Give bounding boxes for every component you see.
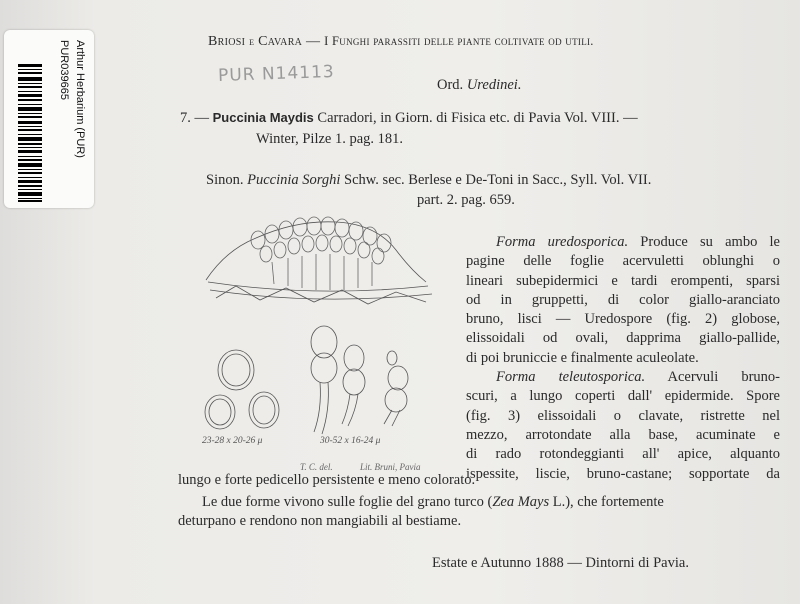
description-line: elissoidali od ovali, dapprima giallo-pallide,	[466, 330, 780, 347]
synonym-line-1	[206, 172, 651, 189]
host-line-1	[202, 494, 664, 511]
figure-illustration	[196, 210, 466, 472]
barcode-label	[4, 30, 94, 208]
teleuto-line-1-text: Acervuli bruno-	[667, 369, 781, 386]
author-conjunction: e	[249, 36, 255, 48]
description-line: di poi bruniccie e finalmente aculeolate.	[466, 349, 699, 366]
uredo-title: Forma uredosporica.	[496, 234, 629, 250]
order-prefix: Ord.	[437, 77, 464, 93]
host-line-1-start: Le due forme vivono sulle foglie del grano turco (	[202, 494, 493, 510]
description-line: od in gruppetti, di color giallo-aranciato	[466, 291, 780, 308]
entry-line-2: Winter, Pilze 1. pag. 181.	[256, 131, 404, 147]
order-name: Uredinei.	[466, 77, 522, 93]
figure-signature-right: Lit. Bruni, Pavia	[360, 462, 421, 472]
description-line: lineari subepidermici e tardi erompenti, sparsi	[466, 272, 780, 289]
description-line: mezzo, arrotondate alla base, acuminate e	[466, 426, 780, 443]
collection-info: Estate e Autunno 1888 — Dintorni di Pavia.	[432, 555, 689, 571]
entry-line-1	[180, 110, 638, 127]
header-dash: —	[306, 34, 321, 49]
description-line: (fig. 3) elissoidali o clavate, ristrette nel	[466, 407, 780, 424]
author-briosi: Briosi	[208, 34, 246, 49]
description-line: di rado rotondeggianti all' apice, alquanto	[466, 446, 780, 463]
teleuto-title: Forma teleutosporica.	[496, 369, 646, 386]
description-line: pagine delle foglie acervuletti oblunghi o	[466, 253, 780, 270]
host-line-2: deturpano e rendono non mangiabili al bestiame.	[178, 513, 462, 529]
header-line	[208, 34, 594, 50]
figure-caption-right: 30-52 x 16-24 μ	[320, 436, 381, 446]
teleuto-line-1	[466, 368, 780, 387]
synonym-line-2: part. 2. pag. 659.	[417, 192, 515, 208]
uredo-paragraph	[466, 233, 780, 484]
order-line	[437, 77, 521, 94]
accession-number: PUR039665	[58, 40, 70, 100]
synonym-prefix: Sinon.	[206, 172, 244, 188]
species-name: Puccinia Maydis	[212, 110, 314, 125]
synonym-reference: Schw. sec. Berlese e De-Toni in Sacc., Syll. Vol. VII.	[344, 172, 652, 188]
species-authority: Carradori, in Giorn. di Fisica etc. di Pavia Vol. VIII. —	[317, 110, 638, 126]
host-line-1-end: L.), che fortemente	[552, 494, 664, 510]
continuation-line: lungo e forte pedicello persistente e meno colorato.	[178, 472, 476, 488]
synonym-name: Puccinia Sorghi	[247, 172, 341, 188]
author-cavara: Cavara	[258, 34, 303, 49]
figure-signature-left: T. C. del.	[300, 462, 333, 472]
description-line: ispessite, liscie, bruno-castane; sopportate da	[466, 465, 780, 482]
host-name: Zea Mays	[492, 494, 550, 510]
figure-caption-left: 23-28 x 20-26 μ	[202, 436, 263, 446]
herbarium-name: Arthur Herbarium (PUR)	[74, 40, 86, 158]
accession-stamp: PUR N14113	[217, 61, 336, 87]
description-line: scuri, a lungo coperti dall' epidermide. Spore	[466, 388, 780, 405]
uredo-line-1	[466, 233, 780, 252]
description-line: bruno, lisci — Uredospore (fig. 2) globose,	[466, 311, 780, 328]
uredo-line-1-text: Produce su ambo le	[640, 234, 780, 250]
series-title: I Funghi parassiti delle piante coltivate od utili.	[324, 34, 594, 48]
barcode	[18, 64, 42, 202]
entry-number: 7. —	[180, 110, 209, 126]
